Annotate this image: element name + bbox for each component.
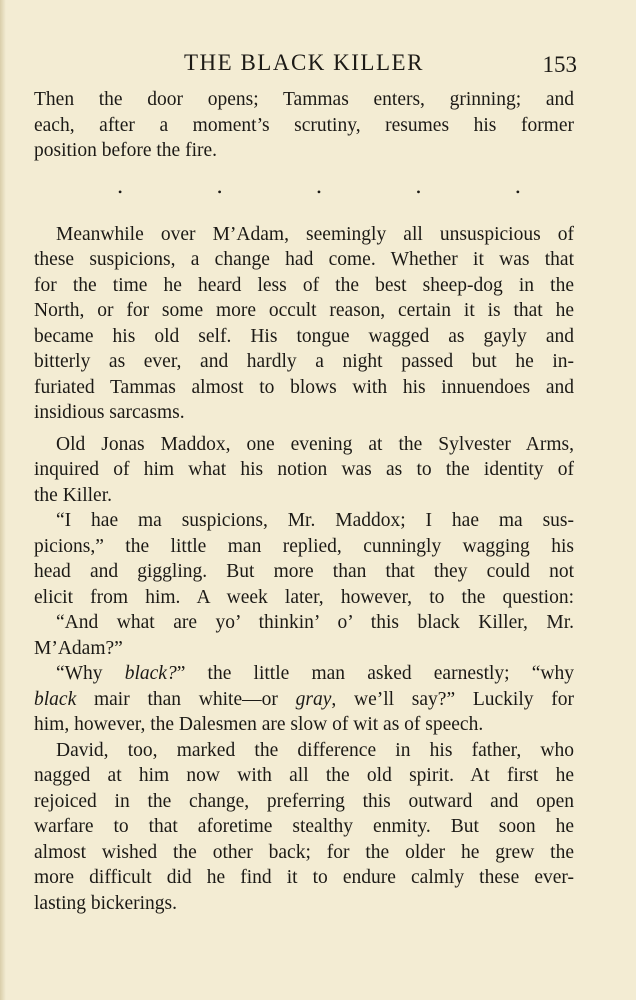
italic-text: gray [295, 688, 332, 710]
page-number: 153 [542, 52, 577, 77]
text-line: him, however, the Dalesmen are slow of wit as of speech. [34, 714, 484, 735]
text-line: Old Jonas Maddox, one evening at the Sylvester Arms, [56, 433, 574, 455]
text-line: elicit from him. A week later, however, to the question: [34, 586, 574, 608]
text-line: lasting bickerings. [34, 892, 177, 914]
text-run: mair than white—or [76, 688, 296, 710]
italic-text: black? [124, 663, 177, 684]
page-edge [0, 0, 6, 1000]
page-header [34, 50, 577, 84]
text-line: furiated Tammas almost to blows with his innuendoes and [34, 376, 574, 398]
text-line: “And what are yo’ thinkin’ o’ this black Killer, Mr. [56, 612, 574, 633]
text-line [34, 661, 574, 687]
text-line: position before the fire. [34, 140, 218, 161]
text-line: M’Adam?” [34, 637, 123, 659]
paragraph [34, 738, 574, 917]
break-dot: • [515, 184, 520, 199]
text-line: Meanwhile over M’Adam, seemingly all unsuspicious of [56, 223, 574, 245]
break-dot: • [217, 184, 222, 199]
paragraph [34, 432, 574, 509]
paragraph [34, 661, 574, 738]
text-line: “I hae ma suspicions, Mr. Maddox; I hae ma sus- [56, 510, 574, 531]
section-break [34, 164, 574, 222]
text-line: more difficult did he find it to endure calmly these ever- [34, 867, 574, 888]
paragraph [34, 222, 574, 426]
text-line: Then the door opens; Tammas enters, grinning; and [34, 89, 574, 110]
break-dot: • [416, 184, 421, 199]
text-line: insidious sarcasms. [34, 402, 185, 423]
text-line [34, 687, 574, 713]
text-line: North, or for some more occult reason, certain it is that he [34, 300, 574, 321]
paragraph [34, 610, 574, 661]
text-line: inquired of him what his notion was as to the identity of [34, 459, 574, 480]
text-line: bitterly as ever, and hardly a night passed but he in- [34, 351, 574, 372]
text-line: nagged at him now with all the old spirit. At first he [34, 765, 574, 786]
text-run: , we’ll say?” Luckily for [331, 688, 574, 710]
text-line: almost wished the other back; for the older he grew the [34, 841, 574, 863]
paragraph [34, 87, 574, 164]
text-line: for the time he heard less of the best sheep-dog in the [34, 274, 574, 296]
text-line: David, too, marked the difference in his father, who [56, 739, 574, 761]
text-line: each, after a moment’s scrutiny, resumes his former [34, 114, 574, 136]
text-line: head and giggling. But more than that they could not [34, 561, 574, 582]
italic-text: black [34, 688, 77, 710]
break-dot: • [316, 184, 322, 199]
text-line: became his old self. His tongue wagged as gayly and [34, 325, 574, 347]
text-line: these suspicions, a change had come. Whether it was that [34, 249, 574, 270]
text-run: ” the little man asked earnestly; “why [176, 663, 574, 684]
paragraph [34, 508, 574, 610]
body-text [34, 87, 574, 916]
break-dot: • [118, 184, 123, 199]
running-title: THE BLACK KILLER [184, 50, 424, 75]
text-run: “Why [56, 663, 125, 684]
text-line: warfare to that aforetime stealthy enmity. But soon he [34, 816, 574, 837]
text-line: the Killer. [34, 484, 112, 506]
text-line: picions,” the little man replied, cunningly wagging his [34, 535, 574, 557]
text-line: rejoiced in the change, preferring this outward and open [34, 790, 574, 812]
